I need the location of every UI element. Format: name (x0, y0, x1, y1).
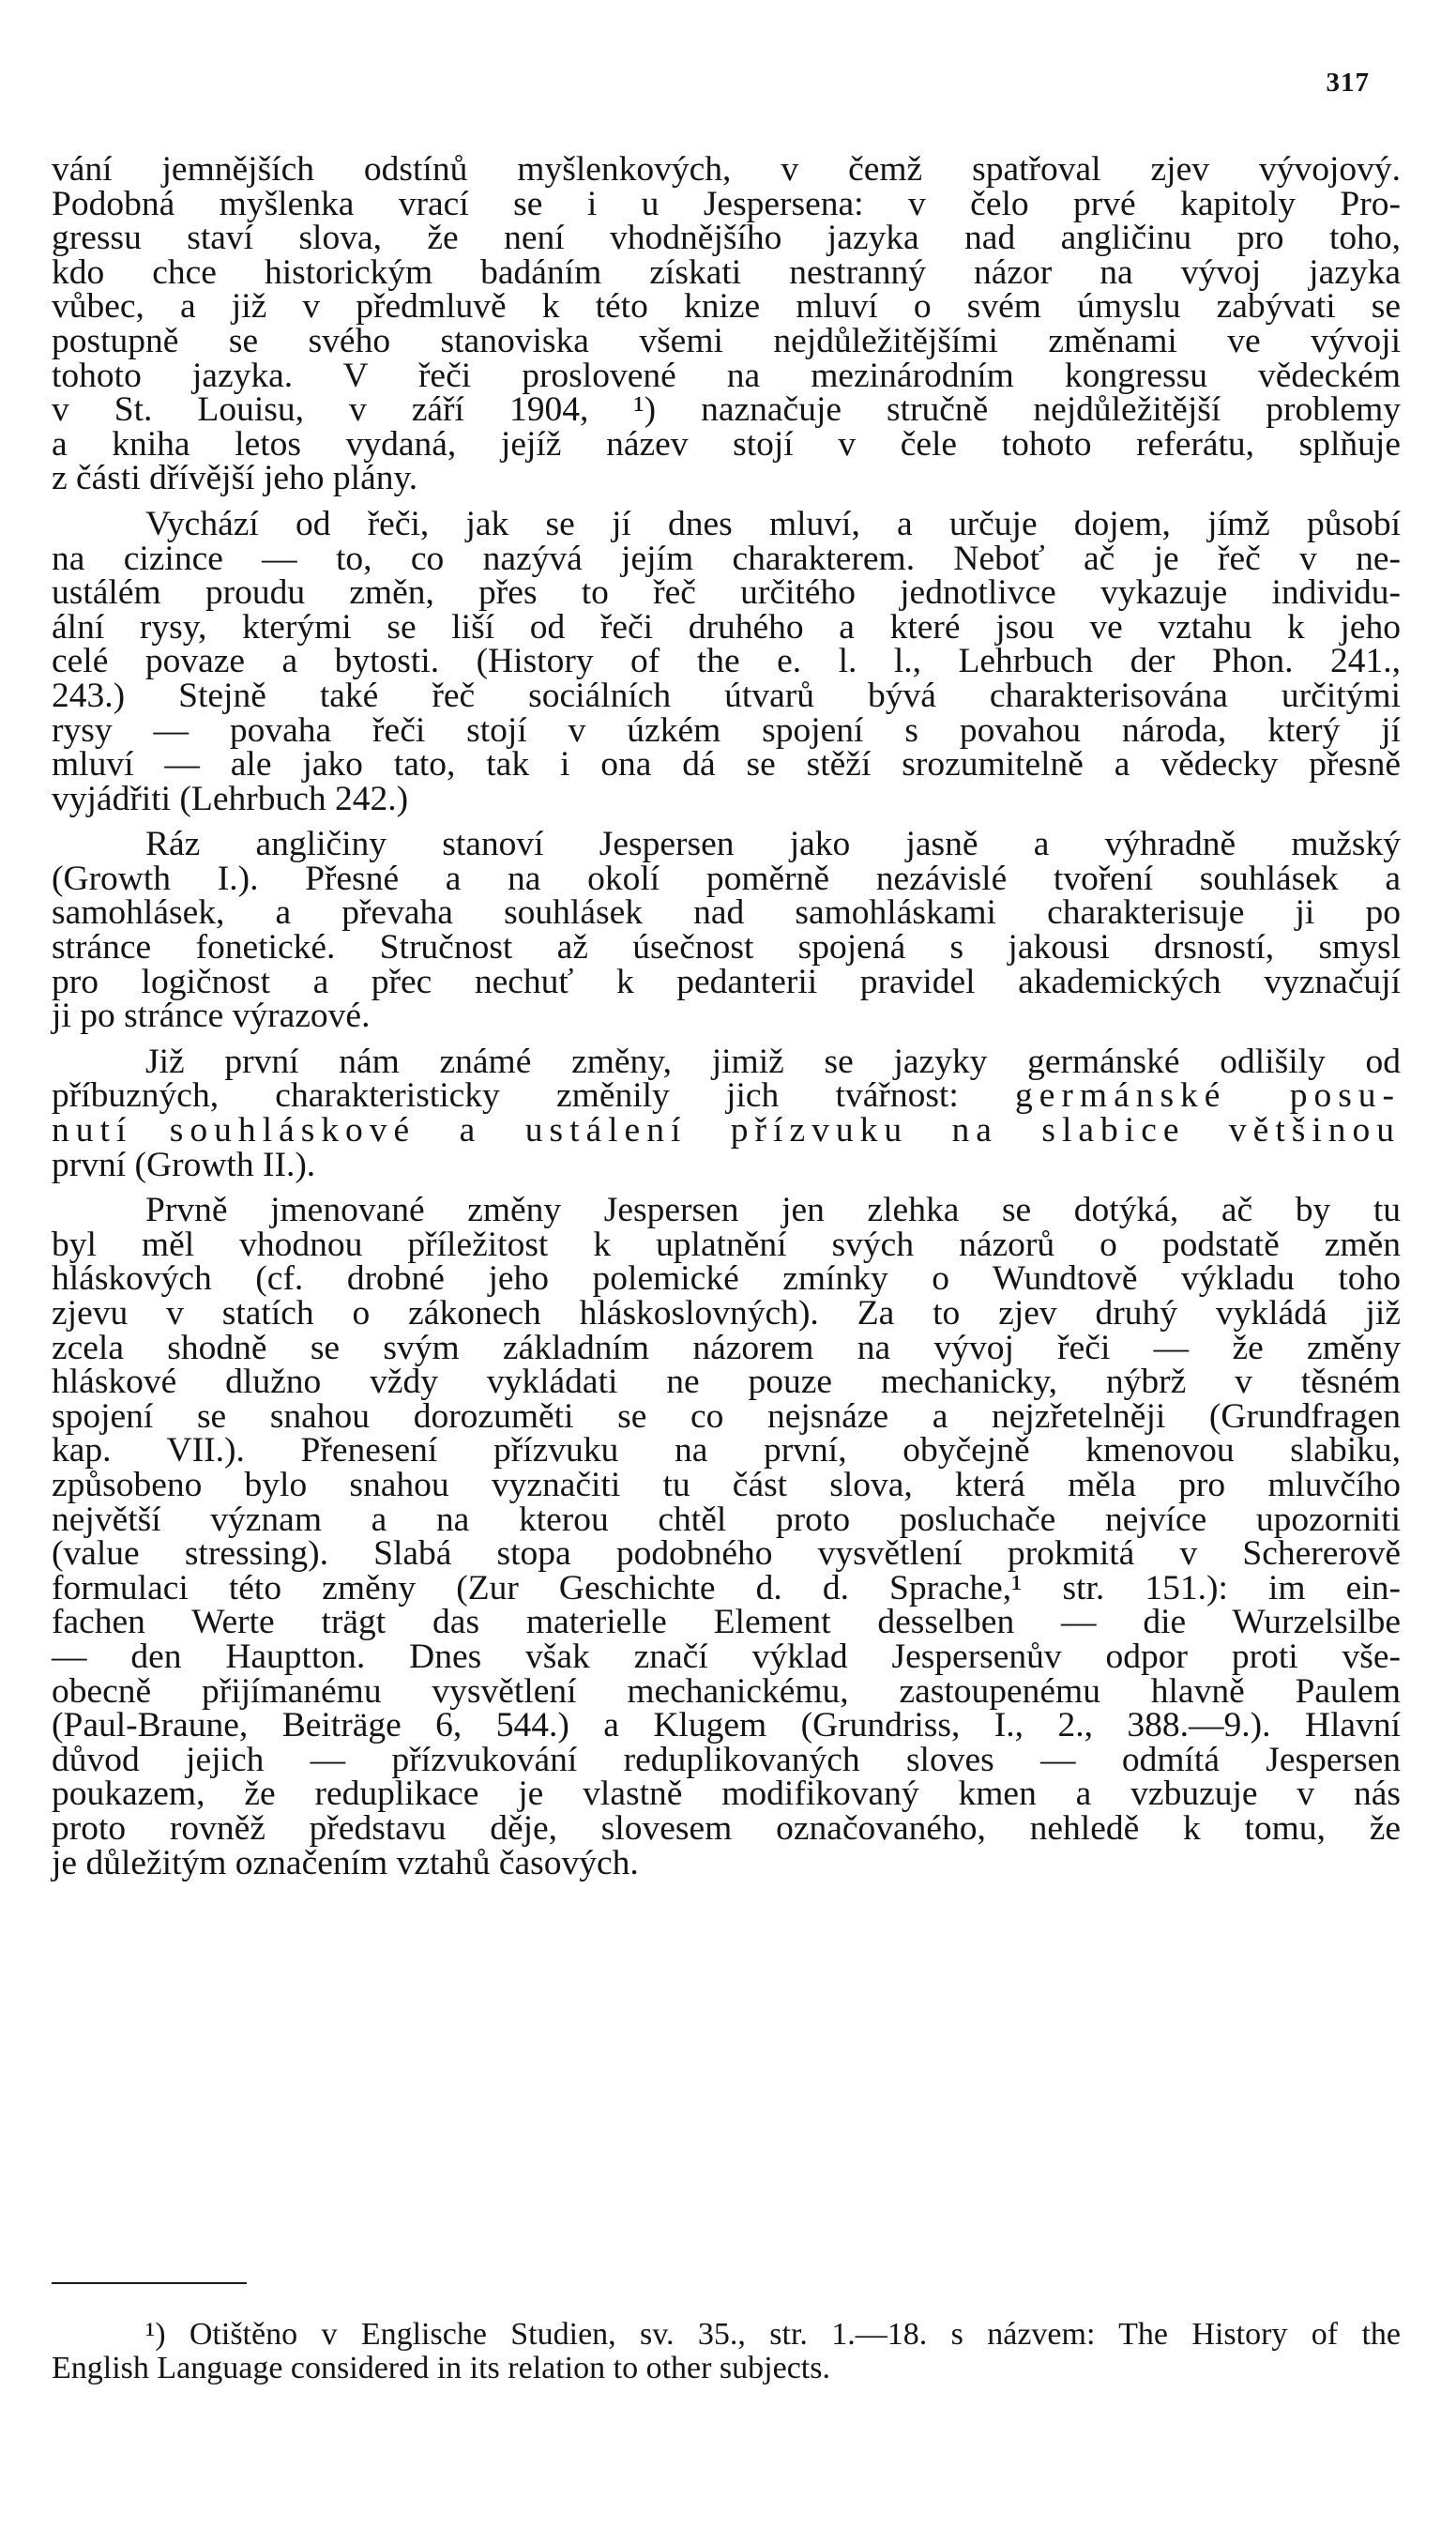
text-line: (value stressing). Slabá stopa podobného vysvětlení prokmitá v Schererově (52, 1534, 1401, 1574)
footnote-divider (52, 2282, 247, 2284)
text-line: 243.) Stejně také řeč sociálních útvarů bývá charakterisována určitými (52, 676, 1401, 715)
text-fragment: příbuzných, charakteristicky změnily jich tvářnost: (52, 1076, 959, 1116)
text-line: zjevu v statích o zákonech hláskoslovných). Za to zjev druhý vykládá již (52, 1294, 1401, 1333)
text-line: kdo chce historickým badáním získati nestranný názor na vývoj jazyka (52, 252, 1401, 292)
text-line: (Growth I.). Přesné a na okolí poměrně nezávislé tvoření souhlásek a (52, 859, 1401, 898)
text-line: Vychází od řeči, jak se jí dnes mluví, a určuje dojem, jímž působí (145, 504, 1401, 543)
text-line: ální rysy, kterými se liší od řeči druhého a které jsou ve vztahu k jeho (52, 607, 1401, 647)
text-line: zcela shodně se svým základním názorem na vývoj řeči — že změny (52, 1328, 1401, 1367)
text-line: — den Hauptton. Dnes však značí výklad Jespersenův odpor proti vše- (52, 1637, 1401, 1676)
text-line: vůbec, a již v předmluvě k této knize mluví o svém úmyslu zabývati se (52, 287, 1401, 327)
text-line: mluví — ale jako tato, tak i ona dá se stěží srozumitelně a vědecky přesně (52, 745, 1401, 785)
emphasized-term: nutí (52, 1111, 133, 1150)
text-line: postupně se svého stanoviska všemi nejdůležitějšími změnami ve vývoji (52, 321, 1401, 360)
paragraph (52, 150, 1401, 498)
text-line: pro logičnost a přec nechuť k pedanterii pravidel akademických vyznačují (52, 962, 1401, 1001)
page-number: 317 (1326, 68, 1370, 98)
text-line: rysy — povaha řeči stojí v úzkém spojení s povahou národa, který jí (52, 710, 1401, 750)
text-line: první (Growth II.). (52, 1145, 316, 1184)
text-line: tohoto jazyka. V řeči proslovené na mezinárodním kongressu vědeckém (52, 356, 1401, 395)
text-line: kap. VII.). Přenesení přízvuku na první, obyčejně kmenovou slabiku, (52, 1431, 1401, 1470)
text-line: celé povaze a bytosti. (History of the e. l. l., Lehrbuch der Phon. 241., (52, 642, 1401, 681)
text-line: (Paul-Braune, Beiträge 6, 544.) a Klugem (Grundriss, I., 2., 388.—9.). Hlavní (52, 1706, 1401, 1745)
text-line: poukazem, že reduplikace je vlastně modifikovaný kmen a vzbuzuje v nás (52, 1775, 1401, 1814)
text-line: způsobeno bylo snahou vyznačiti tu část slova, která měla pro mluvčího (52, 1465, 1401, 1504)
text-line: obecně přijímanému vysvětlení mechanickému, zastoupenému hlavně Paulem (52, 1671, 1401, 1711)
text-line (52, 1111, 1402, 1150)
text-line: fachen Werte trägt das materielle Element desselben — die Wurzelsilbe (52, 1603, 1401, 1642)
text-line: a kniha letos vydaná, jejíž název stojí v čele tohoto referátu, splňuje (52, 424, 1401, 464)
text-line: ustálém proudu změn, přes to řeč určitého jednotlivce vykazuje individu- (52, 573, 1401, 613)
text-line: z části dřívější jeho plány. (52, 459, 418, 498)
text-line: Prvně jmenované změny Jespersen jen zlehka se dotýká, ač by tu (145, 1191, 1401, 1230)
body-text (52, 150, 1402, 1882)
text-line: byl měl vhodnou příležitost k uplatnění svých názorů o podstatě změn (52, 1225, 1401, 1264)
footnote-line: English Language considered in its relation to other subjects. (52, 2351, 830, 2385)
text-line: Již první nám známé změny, jimiž se jazyky germánské odlišily od (145, 1042, 1401, 1081)
footnote (52, 2318, 1401, 2385)
text-line: samohlásek, a převaha souhlásek nad samohláskami charakterisuje ji po (52, 893, 1401, 933)
paragraph (52, 1191, 1401, 1882)
text-line: ji po stránce výrazové. (52, 997, 371, 1036)
text-line: vání jemnějších odstínů myšlenkových, v čemž spatřoval zjev vývojový. (52, 150, 1401, 189)
emphasized-term: germánské posu- (1015, 1076, 1402, 1116)
text-line: Ráz angličiny stanoví Jespersen jako jasně a výhradně mužský (145, 825, 1401, 864)
text-line: hláskové dlužno vždy vykládati ne pouze mechanicky, nýbrž v těsném (52, 1363, 1401, 1402)
text-line: důvod jejich — přízvukování reduplikovaných sloves — odmítá Jespersen (52, 1740, 1401, 1779)
text-line: Podobná myšlenka vrací se i u Jespersena: v čelo prvé kapitoly Pro- (52, 184, 1401, 223)
text-line: spojení se snahou dorozuměti se co nejsnáze a nejzřetelněji (Grundfragen (52, 1396, 1401, 1436)
text-line (52, 1076, 1402, 1116)
text-line: v St. Louisu, v září 1904, ¹) naznačuje stručně nejdůležitější problemy (52, 390, 1401, 430)
paragraph (52, 825, 1401, 1036)
paragraph (52, 504, 1401, 818)
text-line: formulaci této změny (Zur Geschichte d. d. Sprache,¹ str. 151.): im ein- (52, 1568, 1401, 1607)
text-line: na cizince — to, co nazývá jejím charakterem. Neboť ač je řeč v ne- (52, 539, 1401, 578)
text-line: gressu staví slova, že není vhodnějšího jazyka nad angličinu pro toho, (52, 219, 1401, 258)
paragraph (52, 1042, 1402, 1184)
text-line: hláskových (cf. drobné jeho polemické zmínky o Wundtově výkladu toho (52, 1259, 1401, 1299)
text-line: proto rovněž představu děje, slovesem označovaného, nehledě k tomu, že (52, 1808, 1401, 1848)
text-line: největší význam a na kterou chtěl proto posluchače nejvíce upozorniti (52, 1500, 1401, 1539)
footnote-line: ¹) Otištěno v Englische Studien, sv. 35., str. 1.—18. s názvem: The History of the (145, 2317, 1401, 2352)
text-line: vyjádřiti (Lehrbuch 242.) (52, 779, 409, 818)
text-line: stránce fonetické. Stručnost až úsečnost spojená s jakousi drsností, smysl (52, 928, 1401, 967)
emphasized-term: souhláskové a ustálení přízvuku na slabice většinou (169, 1111, 1402, 1150)
text-line: je důležitým označením vztahů časových. (52, 1843, 639, 1882)
